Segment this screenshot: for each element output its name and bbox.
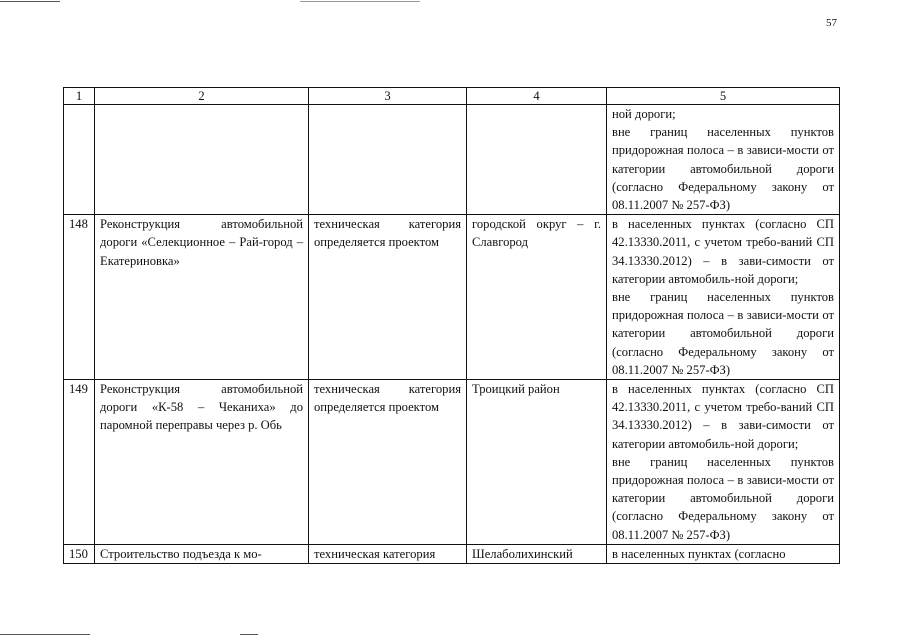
cell-empty	[64, 105, 95, 215]
table-row	[64, 215, 840, 380]
cell-object-name: Реконструкция автомобильной дороги «Селекционное – Рай-город – Екатериновка»	[95, 215, 309, 380]
cell-category: техническая категория определяется проектом	[309, 215, 467, 380]
scan-edge-top-mid	[300, 1, 420, 2]
scan-edge-top-left	[0, 1, 60, 2]
page-number: 57	[826, 17, 837, 29]
scan-edge-bottom-mid	[240, 634, 258, 635]
cell-empty	[467, 105, 607, 215]
cell-category: техническая категория	[309, 544, 467, 563]
cell-number: 150	[64, 544, 95, 563]
cell-empty	[309, 105, 467, 215]
table-row	[64, 544, 840, 563]
cell-object-name: Реконструкция автомобильной дороги «К-58 – Чеканиха» до паромной переправы через р. Обь	[95, 380, 309, 545]
table-header-row	[64, 88, 840, 105]
cell-number: 149	[64, 380, 95, 545]
cell-zone: в населенных пунктах (согласно	[607, 544, 840, 563]
table-row-continuation	[64, 105, 840, 215]
cell-zone	[607, 380, 840, 545]
cell-location: Шелаболихинский	[467, 544, 607, 563]
cell-object-name: Строительство подъезда к мо-	[95, 544, 309, 563]
scan-edge-bottom-left	[0, 634, 90, 635]
column-header-1: 1	[64, 88, 95, 105]
cell-zone	[607, 215, 840, 380]
cell-zone	[607, 105, 840, 215]
cell-paragraph: вне границ населенных пунктов придорожная полоса – в зависи-мости от категории автомобильной дороги (согласно Федеральному закону от 08.11.2007 № 257-ФЗ)	[612, 125, 834, 213]
column-header-2: 2	[95, 88, 309, 105]
cell-paragraph: в населенных пунктах (согласно СП 42.13330.2011, с учетом требо-ваний СП 34.13330.2012) – в зави-симости от категории автомобиль-ной дороги;	[612, 382, 834, 451]
cell-number: 148	[64, 215, 95, 380]
column-header-5: 5	[607, 88, 840, 105]
cell-paragraph: вне границ населенных пунктов придорожная полоса – в зависи-мости от категории автомобильной дороги (согласно Федеральному закону от 08.11.2007 № 257-ФЗ)	[612, 454, 834, 542]
cell-location: городской округ – г. Славгород	[467, 215, 607, 380]
column-header-4: 4	[467, 88, 607, 105]
cell-location: Троицкий район	[467, 380, 607, 545]
document-table	[63, 87, 840, 564]
column-header-3: 3	[309, 88, 467, 105]
cell-paragraph: ной дороги;	[612, 107, 676, 121]
cell-empty	[95, 105, 309, 215]
table-row	[64, 380, 840, 545]
cell-paragraph: вне границ населенных пунктов придорожная полоса – в зависи-мости от категории автомобильной дороги (согласно Федеральному закону от 08.11.2007 № 257-ФЗ)	[612, 290, 834, 377]
cell-category: техническая категория определяется проектом	[309, 380, 467, 545]
cell-paragraph: в населенных пунктах (согласно СП 42.13330.2011, с учетом требо-ваний СП 34.13330.2012) – в зави-симости от категории автомобиль-ной дороги;	[612, 217, 834, 286]
